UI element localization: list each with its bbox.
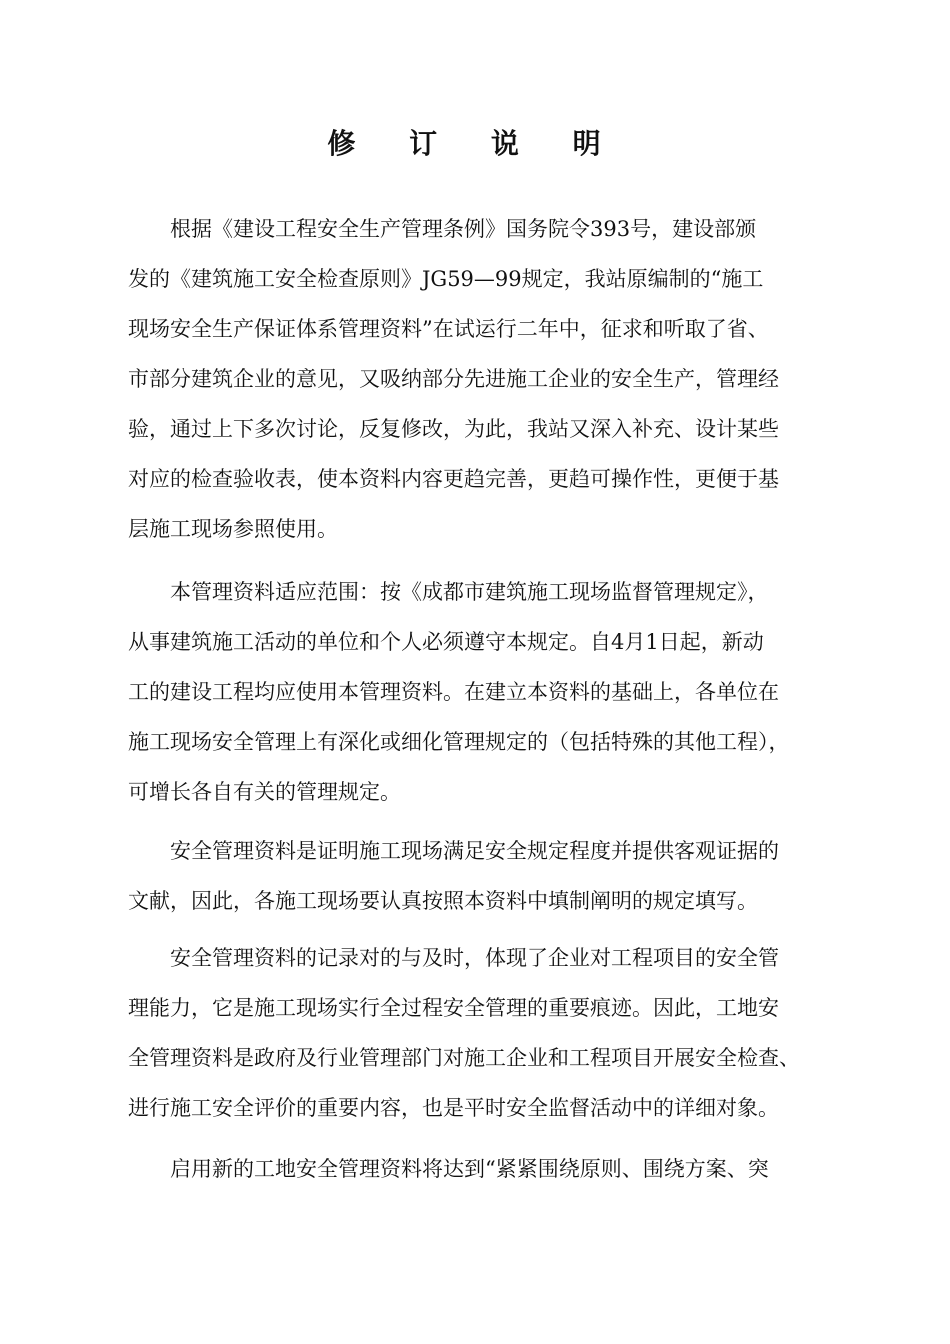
paragraph-line: 启用新的工地安全管理资料将达到“紧紧围绕原则、围绕方案、突	[128, 1157, 769, 1181]
paragraph-line: 本管理资料适应范围：按《成都市建筑施工现场监督管理规定》，	[128, 580, 769, 604]
paragraph-line: 安全管理资料的记录对的与及时，体现了企业对工程项目的安全管	[128, 946, 779, 970]
paragraph-line: 根据《建设工程安全生产管理条例》国务院令393号，建设部颁	[128, 217, 757, 241]
paragraph-line: 现场安全生产保证体系管理资料”在试运行二年中，征求和听取了省、	[128, 317, 769, 341]
paragraph-3	[128, 826, 848, 926]
paragraph-line: 安全管理资料是证明施工现场满足安全规定程度并提供客观证据的	[128, 839, 779, 863]
paragraph-line: 施工现场安全管理上有深化或细化管理规定的（包括特殊的其他工程），	[128, 730, 790, 754]
paragraph-5	[128, 1144, 848, 1194]
paragraph-line: 理能力，它是施工现场实行全过程安全管理的重要痕迹。因此，工地安	[128, 996, 779, 1020]
paragraph-2	[128, 567, 848, 817]
paragraph-line: 全管理资料是政府及行业管理部门对施工企业和工程项目开展安全检查、	[128, 1046, 800, 1070]
paragraph-line: 从事建筑施工活动的单位和个人必须遵守本规定。自4月1日起，新动	[128, 630, 764, 654]
paragraph-line: 进行施工安全评价的重要内容，也是平时安全监督活动中的详细对象。	[128, 1096, 779, 1120]
paragraph-line: 工的建设工程均应使用本管理资料。在建立本资料的基础上，各单位在	[128, 680, 779, 704]
paragraph-1	[128, 204, 848, 554]
paragraph-line: 文献，因此，各施工现场要认真按照本资料中填制阐明的规定填写。	[128, 889, 758, 913]
paragraph-line: 对应的检查验收表，使本资料内容更趋完善，更趋可操作性，更便于基	[128, 467, 779, 491]
paragraph-line: 验，通过上下多次讨论，反复修改，为此，我站又深入补充、设计某些	[128, 417, 779, 441]
page-title: 修 订 说 明	[327, 127, 623, 160]
paragraph-line: 层施工现场参照使用。	[128, 517, 338, 541]
paragraph-line: 市部分建筑企业的意见，又吸纳部分先进施工企业的安全生产，管理经	[128, 367, 779, 391]
paragraph-line: 发的《建筑施工安全检查原则》JG59—99规定，我站原编制的“施工	[128, 267, 764, 291]
paragraph-line: 可增长各自有关的管理规定。	[128, 780, 401, 804]
paragraph-4	[128, 933, 848, 1133]
